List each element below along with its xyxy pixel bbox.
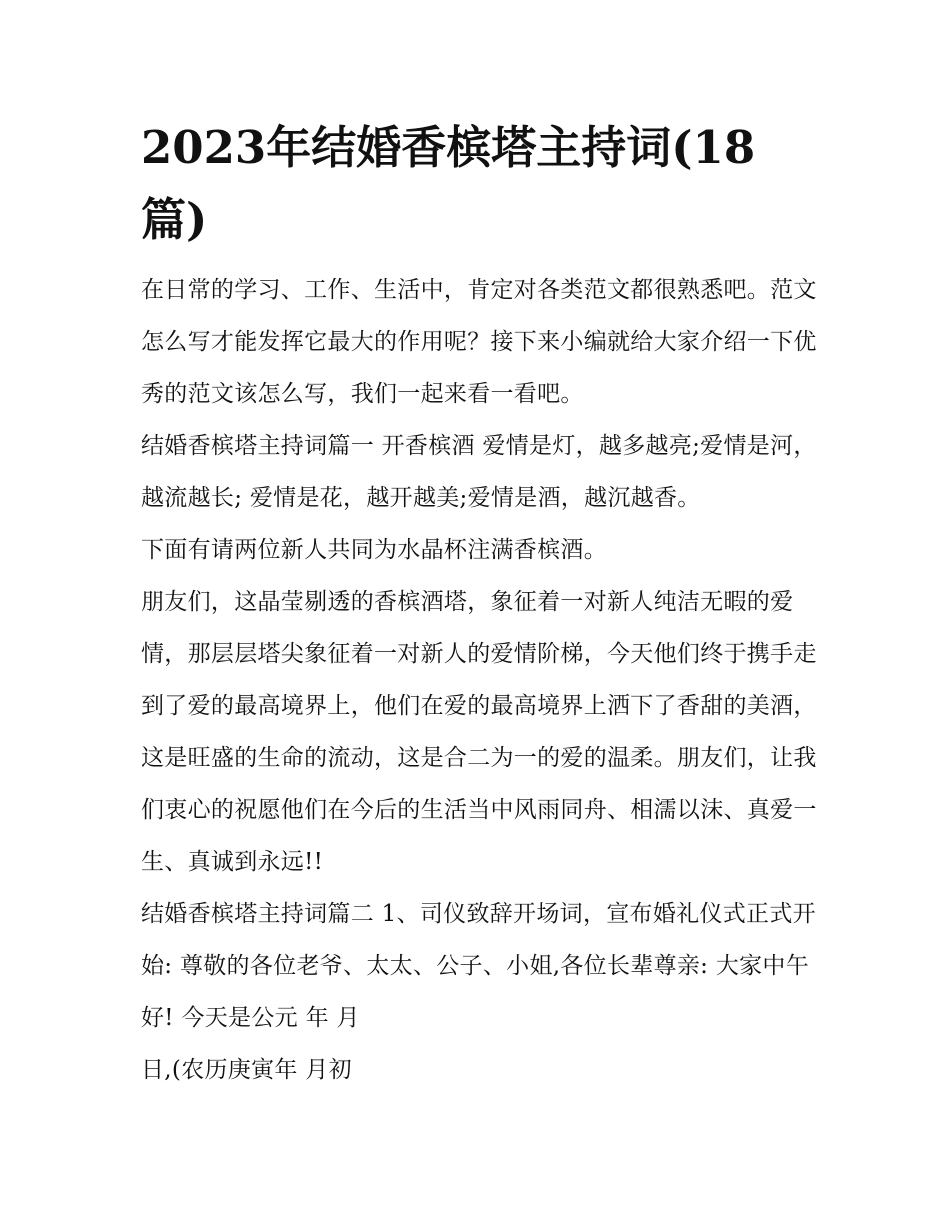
document-title: 2023年结婚香槟塔主持词(18篇)	[141, 121, 756, 246]
paragraph-friends: 朋友们，这晶莹剔透的香槟酒塔，象征着一对新人纯洁无暇的爱情，那层层塔尖象征着一对新人的爱情阶梯，今天他们终于携手走到了爱的最高境界上，他们在爱的最高境界上洒下了香甜的美酒，这是旺盛的生命的流动，这是合二为一的爱的温柔。朋友们，让我们衷心的祝愿他们在今后的生活当中风雨同舟、相濡以沫、真爱一生、真诚到永远!!	[141, 589, 817, 875]
paragraph-intro: 在日常的学习、工作、生活中，肯定对各类范文都很熟悉吧。范文怎么写才能发挥它最大的作用呢？接下来小编就给大家介绍一下优秀的范文该怎么写，我们一起来看一看吧。	[141, 277, 817, 407]
paragraph-section-two: 结婚香槟塔主持词篇二 1、司仪致辞开场词，宣布婚礼仪式正式开始: 尊敬的各位老爷、太太、公子、小姐,各位长辈尊亲: 大家中午好! 今天是公元 年 月	[141, 901, 816, 1031]
paragraph-section-one: 结婚香槟塔主持词篇一 开香槟酒 爱情是灯，越多越亮;爱情是河，越流越长; 爱情是花，越开越美;爱情是酒，越沉越香。	[141, 433, 817, 511]
document-page	[141, 112, 821, 1096]
paragraph-date: 日,(农历庚寅年 月初	[141, 1057, 352, 1083]
paragraph-invite: 下面有请两位新人共同为水晶杯注满香槟酒。	[141, 537, 607, 563]
